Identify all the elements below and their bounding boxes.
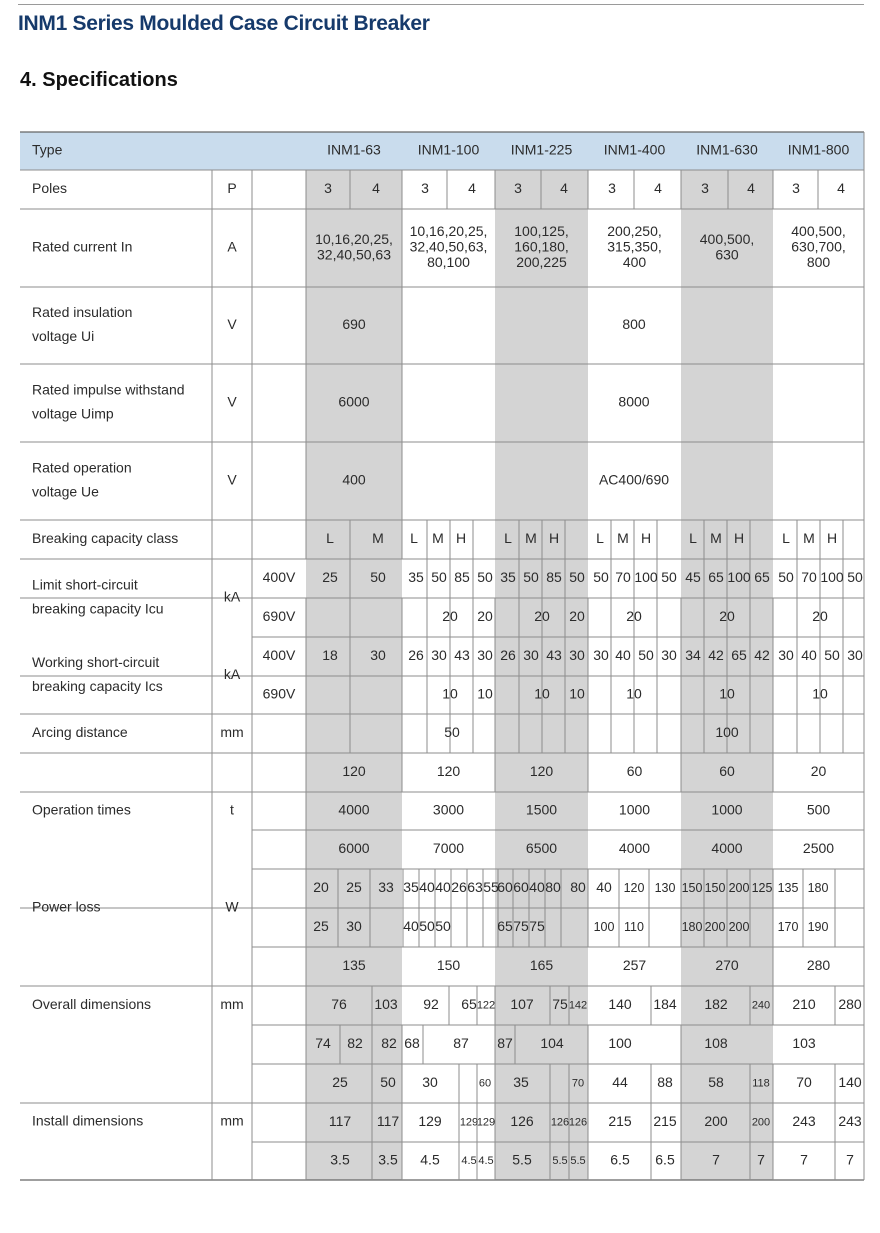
ics-690v-value: 10	[812, 685, 828, 702]
power-loss-value: 35	[403, 879, 419, 896]
power-loss-value: 40	[529, 879, 545, 896]
overall-dimension-value: 68	[404, 1035, 420, 1052]
operation-times-value: 4000	[338, 801, 370, 818]
icu-690v-value: 20	[569, 608, 585, 625]
overall-dimension-value: 76	[331, 996, 347, 1013]
insulation-value-63: 690	[342, 316, 366, 333]
icu-400v-label: 400V	[262, 569, 296, 586]
impulse-value-rest: 8000	[618, 393, 650, 410]
overall-dimension-value: 108	[704, 1035, 728, 1052]
insulation-unit: V	[227, 316, 237, 333]
icu-unit: kA	[223, 588, 241, 605]
breaking-class-value: L	[326, 530, 334, 547]
insulation-label: Rated insulation	[32, 304, 133, 321]
operation-times-value: 120	[529, 763, 554, 780]
pole-value: 4	[654, 180, 662, 197]
icu-label: breaking capacity Icu	[32, 600, 164, 617]
ics-690v-value: 10	[534, 685, 550, 702]
arcing-unit: mm	[220, 724, 244, 741]
breaking-class-value: L	[782, 530, 790, 547]
overall-dimension-value: 240	[751, 999, 771, 1012]
power-loss-value: 120	[623, 880, 645, 895]
install-dimension-value: 44	[612, 1074, 628, 1091]
ics-690v-value: 10	[569, 685, 585, 702]
power-loss-value: 75	[529, 918, 545, 935]
icu-400v-value: 100	[820, 569, 844, 586]
ics-unit: kA	[223, 666, 241, 683]
pole-value: 3	[792, 180, 800, 197]
install-dimension-value: 129	[418, 1113, 442, 1130]
overall-dimension-value: 103	[792, 1035, 816, 1052]
overall-dimension-value: 74	[315, 1035, 331, 1052]
ics-400v-value: 30	[593, 647, 609, 664]
ics-400v-value: 65	[731, 647, 747, 664]
install-dimension-value: 3.5	[378, 1151, 398, 1168]
icu-400v-value: 65	[754, 569, 770, 586]
arcing-label: Arcing distance	[32, 724, 128, 741]
ics-400v-label: 400V	[262, 647, 296, 664]
operation_voltage-value-63: 400	[342, 471, 366, 488]
icu-690v-label: 690V	[262, 608, 296, 625]
ics-690v-value: 10	[442, 685, 458, 702]
operation-times-value: 6000	[338, 840, 370, 857]
icu-400v-value: 100	[634, 569, 658, 586]
icu-690v-value: 20	[534, 608, 550, 625]
breaking-class-value: H	[640, 530, 652, 547]
power-loss-value: 135	[777, 880, 799, 895]
overall-dimension-value: 107	[510, 996, 534, 1013]
rated-current-value: 10,16,20,25,	[315, 230, 393, 247]
rated-current-value: 160,180,	[514, 238, 569, 255]
rated-current-value: 400	[622, 254, 647, 271]
install-dimension-value: 25	[332, 1074, 348, 1091]
icu-690v-value: 20	[719, 608, 735, 625]
breaking-class-value: H	[733, 530, 745, 547]
poles-label: Poles	[32, 180, 68, 197]
model-INM1-225: INM1-225	[510, 141, 573, 158]
rated-current-value: 630,700,	[791, 238, 846, 255]
breaking-class-value: H	[548, 530, 560, 547]
breaking-class-value: M	[432, 530, 444, 547]
install-dimension-value: 58	[708, 1074, 724, 1091]
operation-times-value: 2500	[802, 840, 835, 857]
pole-value: 4	[560, 180, 568, 197]
power-loss-value: 150	[681, 880, 703, 895]
icu-400v-value: 50	[778, 569, 794, 586]
power-loss-value: 40	[435, 879, 451, 896]
breaking-class-value: H	[455, 530, 467, 547]
install-dimension-value: 200	[704, 1113, 728, 1130]
icu-400v-value: 70	[615, 569, 631, 586]
icu-400v-value: 35	[408, 569, 424, 586]
icu-400v-value: 50	[569, 569, 585, 586]
operation-times-value: 500	[806, 801, 831, 818]
rated-current-value: 200,225	[516, 254, 567, 271]
power-loss-value: 200	[728, 919, 750, 934]
overall-dimension-value: 92	[423, 996, 439, 1013]
icu-400v-value: 50	[847, 569, 863, 586]
power-loss-value: 40	[596, 879, 612, 896]
overall-dimension-value: 150	[436, 957, 461, 974]
install-dimension-value: 5.5	[552, 1154, 568, 1167]
icu-690v-value: 20	[442, 608, 458, 625]
overall-dimension-value: 257	[622, 957, 647, 974]
power-loss-value: 40	[419, 879, 435, 896]
install-dimension-value: 4.5	[461, 1154, 477, 1167]
icu-400v-value: 100	[727, 569, 751, 586]
model-INM1-800: INM1-800	[787, 141, 850, 158]
impulse-label: voltage Uimp	[32, 405, 114, 422]
operation_voltage-label: Rated operation	[32, 459, 132, 476]
rated-current-value: 32,40,50,63	[317, 246, 391, 263]
install-dimension-value: 3.5	[330, 1151, 350, 1168]
install-dimension-value: 117	[328, 1113, 352, 1130]
breaking-class-value: L	[689, 530, 697, 547]
overall-dimensions-unit: mm	[220, 996, 244, 1013]
model-INM1-630: INM1-630	[696, 141, 758, 158]
overall-dimension-value: 75	[552, 996, 568, 1013]
overall-dimension-value: 165	[529, 957, 554, 974]
operation_voltage-value-rest: AC400/690	[598, 471, 670, 488]
overall-dimension-value: 103	[374, 996, 398, 1013]
rated-current-value: 315,350,	[607, 238, 662, 255]
breaking-class-value: M	[372, 530, 384, 547]
icu-400v-value: 50	[523, 569, 539, 586]
install-dimension-value: 4.5	[420, 1151, 440, 1168]
install-dimension-value: 35	[513, 1074, 529, 1091]
icu-label: Limit short-circuit	[32, 576, 138, 593]
operation-times-value: 1000	[618, 801, 651, 818]
install-dimension-value: 5.5	[512, 1151, 532, 1168]
pole-value: 4	[468, 180, 476, 197]
power-loss-value: 150	[704, 880, 726, 895]
install-dimension-value: 117	[376, 1113, 400, 1130]
model-INM1-100: INM1-100	[417, 141, 480, 158]
power-loss-label: Power loss	[32, 898, 101, 915]
icu-400v-value: 85	[454, 569, 470, 586]
power-loss-value: 75	[513, 918, 529, 935]
overall-dimension-value: 104	[540, 1035, 564, 1052]
operation-times-value: 4000	[618, 840, 651, 857]
power-loss-value: 170	[777, 919, 799, 934]
breaking-class-label: Breaking capacity class	[32, 530, 179, 547]
breaking-class-value: M	[525, 530, 537, 547]
power-loss-value: 50	[435, 918, 451, 935]
operation-times-value: 4000	[711, 840, 743, 857]
power-loss-value: 30	[346, 918, 362, 935]
icu-400v-value: 25	[322, 569, 338, 586]
icu-400v-value: 50	[370, 569, 386, 586]
install-dimension-value: 70	[796, 1074, 812, 1091]
power-loss-value: 80	[570, 879, 586, 896]
operation-times-value: 120	[436, 763, 461, 780]
rated-current-value: 32,40,50,63,	[409, 238, 488, 255]
insulation-label: voltage Ui	[32, 328, 95, 345]
model-INM1-63: INM1-63	[327, 141, 381, 158]
install-dimension-value: 7	[846, 1151, 854, 1168]
operation-times-value: 7000	[432, 840, 465, 857]
ics-400v-value: 30	[778, 647, 794, 664]
install-dimension-value: 4.5	[478, 1154, 494, 1167]
power-loss-value: 40	[403, 918, 419, 935]
install-dimension-value: 126	[510, 1113, 534, 1130]
model-INM1-400: INM1-400	[603, 141, 666, 158]
ics-400v-value: 30	[370, 647, 386, 664]
power-loss-value: 130	[654, 880, 676, 895]
power-loss-value: 80	[545, 879, 561, 896]
power-loss-value: 60	[497, 879, 513, 896]
pole-value: 3	[324, 180, 332, 197]
power-loss-value: 190	[807, 919, 829, 934]
ics-400v-value: 50	[638, 647, 654, 664]
install-dimension-value: 215	[653, 1113, 677, 1130]
document-title: INM1 Series Moulded Case Circuit Breaker	[18, 12, 430, 35]
overall-dimension-value: 184	[653, 996, 677, 1013]
ics-400v-value: 30	[523, 647, 539, 664]
rated-current-label: Rated current In	[32, 238, 133, 255]
arcing-value: 100	[715, 724, 739, 741]
rated-current-value: 400,500,	[791, 223, 846, 240]
rated-current-value: 400,500,	[699, 230, 755, 247]
power-loss-value: 60	[513, 879, 529, 896]
install-dimension-value: 140	[838, 1074, 862, 1091]
overall-dimension-value: 82	[381, 1035, 397, 1052]
power-loss-value: 25	[346, 879, 362, 896]
rated-current-value: 80,100	[427, 254, 470, 271]
overall-dimension-value: 280	[838, 996, 862, 1013]
ics-400v-value: 43	[546, 647, 562, 664]
breaking-class-value: M	[617, 530, 629, 547]
operation-times-value: 6500	[525, 840, 558, 857]
install-dimension-value: 7	[712, 1151, 720, 1168]
icu-400v-value: 50	[593, 569, 609, 586]
power-loss-value: 110	[624, 919, 644, 934]
overall-dimension-value: 135	[342, 957, 366, 974]
install-dimensions-label: Install dimensions	[32, 1112, 144, 1129]
install-dimension-value: 88	[657, 1074, 673, 1091]
icu-690v-value: 20	[477, 608, 493, 625]
icu-400v-value: 50	[661, 569, 677, 586]
overall-dimension-value: 122	[476, 999, 496, 1012]
impulse-unit: V	[227, 393, 237, 410]
ics-400v-value: 30	[477, 647, 493, 664]
pole-value: 3	[701, 180, 709, 197]
ics-690v-value: 10	[719, 685, 735, 702]
install-dimension-value: 243	[838, 1113, 862, 1130]
rated-current-unit: A	[227, 238, 237, 255]
rated-current-value: 10,16,20,25,	[409, 223, 488, 240]
operation_voltage-unit: V	[227, 471, 237, 488]
overall-dimension-value: 65	[461, 996, 477, 1013]
icu-400v-value: 50	[431, 569, 447, 586]
power-loss-value: 65	[497, 918, 513, 935]
install-dimension-value: 50	[380, 1074, 396, 1091]
power-loss-value: 55	[483, 879, 499, 896]
ics-400v-value: 40	[801, 647, 817, 664]
ics-400v-value: 42	[754, 647, 770, 664]
rated-current-value: 200,250,	[607, 223, 662, 240]
arcing-value: 50	[444, 724, 460, 741]
icu-400v-value: 35	[500, 569, 516, 586]
operation-times-value: 120	[342, 763, 366, 780]
pole-value: 4	[837, 180, 845, 197]
overall-dimension-value: 182	[704, 996, 728, 1013]
overall-dimension-value: 140	[608, 996, 632, 1013]
breaking-class-value: M	[803, 530, 815, 547]
install-dimension-value: 6.5	[655, 1151, 675, 1168]
ics-400v-value: 42	[708, 647, 724, 664]
install-dimension-value: 70	[571, 1077, 585, 1090]
ics-400v-value: 30	[431, 647, 447, 664]
operation-times-value: 20	[810, 763, 827, 780]
operation-times-unit: t	[230, 801, 234, 818]
insulation-value-rest: 800	[622, 316, 646, 333]
install-dimension-value: 7	[800, 1151, 808, 1168]
breaking-class-value: H	[826, 530, 838, 547]
section-title: 4. Specifications	[20, 69, 178, 91]
install-dimension-value: 243	[792, 1113, 816, 1130]
ics-400v-value: 26	[500, 647, 516, 664]
ics-label: Working short-circuit	[32, 654, 160, 671]
power-loss-value: 125	[751, 880, 773, 895]
operation-times-label: Operation times	[32, 801, 131, 818]
overall-dimension-value: 87	[453, 1035, 469, 1052]
rated-current-value: 800	[806, 254, 831, 271]
install-dimension-value: 126	[568, 1116, 588, 1129]
icu-690v-value: 20	[626, 608, 642, 625]
ics-400v-value: 30	[569, 647, 585, 664]
overall-dimension-value: 280	[806, 957, 831, 974]
overall-dimension-value: 100	[608, 1035, 632, 1052]
operation-times-value: 60	[719, 763, 735, 780]
pole-value: 4	[372, 180, 380, 197]
ics-400v-value: 30	[847, 647, 863, 664]
pole-value: 3	[608, 180, 616, 197]
install-dimension-value: 129	[459, 1116, 479, 1129]
power-loss-value: 200	[704, 919, 726, 934]
overall-dimension-value: 210	[792, 996, 816, 1013]
operation-times-value: 3000	[432, 801, 465, 818]
impulse-label: Rated impulse withstand	[32, 381, 185, 398]
operation-times-value: 1000	[711, 801, 743, 818]
operation-times-value: 60	[626, 763, 643, 780]
icu-400v-value: 45	[685, 569, 701, 586]
power-loss-value: 26	[451, 879, 467, 896]
install-dimension-value: 7	[757, 1151, 765, 1168]
power-loss-value: 50	[419, 918, 435, 935]
overall-dimension-value: 142	[568, 999, 588, 1012]
pole-value: 3	[514, 180, 522, 197]
install-dimension-value: 215	[608, 1113, 632, 1130]
power-loss-value: 20	[313, 879, 329, 896]
install-dimension-value: 6.5	[610, 1151, 630, 1168]
operation_voltage-label: voltage Ue	[32, 483, 99, 500]
overall-dimension-value: 270	[715, 957, 739, 974]
ics-label: breaking capacity Ics	[32, 678, 163, 695]
ics-400v-value: 26	[408, 647, 424, 664]
rated-current-value: 100,125,	[514, 223, 569, 240]
ics-690v-value: 10	[477, 685, 493, 702]
power-loss-value: 33	[378, 879, 394, 896]
install-dimension-value: 5.5	[570, 1154, 586, 1167]
ics-400v-value: 50	[824, 647, 840, 664]
ics-400v-value: 18	[322, 647, 338, 664]
impulse-value-63: 6000	[338, 393, 370, 410]
rated-current-value: 630	[715, 246, 739, 263]
overall-dimension-value: 82	[347, 1035, 363, 1052]
power-loss-value: 180	[681, 919, 703, 934]
type-label: Type	[32, 141, 63, 158]
ics-400v-value: 43	[454, 647, 470, 664]
install-dimension-value: 60	[478, 1077, 492, 1090]
power-loss-value: 100	[593, 919, 615, 934]
icu-400v-value: 70	[801, 569, 817, 586]
overall-dimension-value: 87	[497, 1035, 513, 1052]
pole-value: 3	[421, 180, 429, 197]
breaking-class-value: M	[710, 530, 722, 547]
icu-400v-value: 85	[546, 569, 562, 586]
overall-dimensions-label: Overall dimensions	[32, 996, 152, 1013]
power-loss-unit: W	[225, 898, 239, 915]
install-dimension-value: 126	[550, 1116, 570, 1129]
install-dimension-value: 30	[422, 1074, 438, 1091]
install-dimension-value: 118	[752, 1077, 770, 1090]
ics-400v-value: 40	[615, 647, 631, 664]
ics-690v-value: 10	[626, 685, 642, 702]
breaking-class-value: L	[504, 530, 512, 547]
breaking-class-value: L	[410, 530, 418, 547]
power-loss-value: 63	[467, 879, 483, 896]
pole-value: 4	[747, 180, 755, 197]
install-dimensions-unit: mm	[220, 1112, 244, 1129]
breaking-class-value: L	[596, 530, 604, 547]
ics-690v-label: 690V	[262, 685, 296, 702]
install-dimension-value: 129	[476, 1116, 496, 1129]
operation-times-value: 1500	[525, 801, 558, 818]
icu-400v-value: 50	[477, 569, 493, 586]
power-loss-value: 200	[728, 880, 750, 895]
install-dimension-value: 200	[751, 1116, 771, 1129]
power-loss-value: 180	[807, 880, 829, 895]
poles-unit: P	[227, 180, 237, 197]
ics-400v-value: 30	[661, 647, 677, 664]
icu-690v-value: 20	[812, 608, 828, 625]
icu-400v-value: 65	[708, 569, 724, 586]
power-loss-value: 25	[313, 918, 329, 935]
ics-400v-value: 34	[685, 647, 701, 664]
